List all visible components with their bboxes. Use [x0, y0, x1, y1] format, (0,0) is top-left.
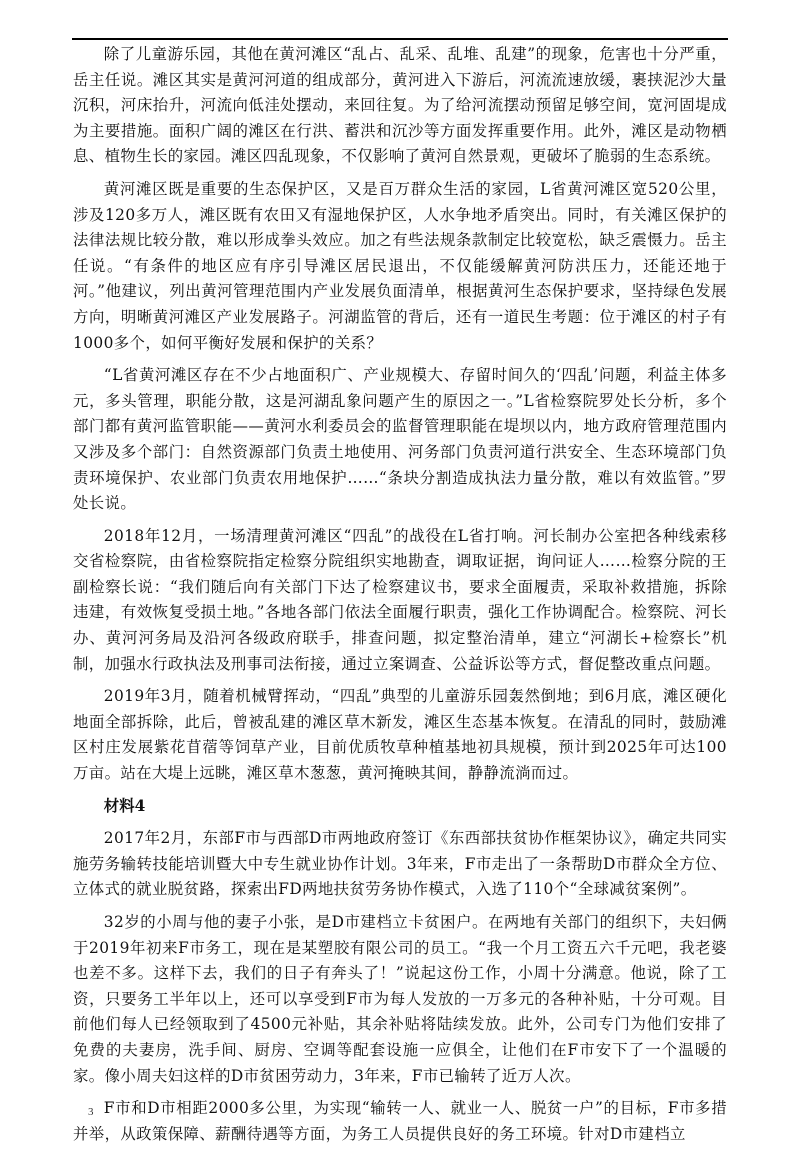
paragraph: 2017年2月，东部F市与西部D市两地政府签订《东西部扶贫协作框架协议》，确定共同实施劳务输转技能培训暨大中专生就业协作计划。3年来，F市走出了一条帮助D市群众全方位、立体式的就业脱贫路，探索出FD两地扶贫劳务协作模式，入选了110个“全球减贫案例”。	[73, 829, 727, 899]
paragraph: 黄河滩区既是重要的生态保护区，又是百万群众生活的家园，L省黄河滩区宽520公里，涉及120多万人，滩区既有农田又有湿地保护区，人水争地矛盾突出。同时，有关滩区保护的法律法规比较分散，难以形成拳头效应。加之有些法规条款制定比较宽松，缺乏震慑力。岳主任说。“有条件的地区应有序引导滩区居民退出，不仅能缓解黄河防洪压力，还能还地于河。”他建议，列出黄河管理范围内产业发展负面清单，根据黄河生态保护要求，坚持绿色发展方向，明晰黄河滩区产业发展路子。河湖监管的背后，还有一道民生考题：位于滩区的村子有1000多个，如何平衡好发展和保护的关系？	[73, 179, 727, 352]
paragraph: 除了儿童游乐园，其他在黄河滩区“乱占、乱采、乱堆、乱建”的现象，危害也十分严重，岳主任说。滩区其实是黄河河道的组成部分，黄河进入下游后，河流流速放缓，裹挟泥沙大量沉积，河床抬升，河流向低洼处摆动，来回往复。为了给河流摆动预留足够空间，宽河固堤成为主要措施。面积广阔的滩区在行洪、蓄洪和沉沙等方面发挥重要作用。此外，滩区是动物栖息、植物生长的家园。滩区四乱现象，不仅影响了黄河自然景观，更破坏了脆弱的生态系统。	[73, 45, 727, 166]
paragraph: 32岁的小周与他的妻子小张，是D市建档立卡贫困户。在两地有关部门的组织下，夫妇俩于2019年初来F市务工，现在是某塑胶有限公司的员工。“我一个月工资五六千元吧，我老婆也差不多。这样下去，我们的日子有奔头了！”说起这份工作，小周十分满意。他说，除了工资，只要务工半年以上，还可以享受到F市为每人发放的一万多元的各种补贴，十分可观。目前他们每人已经领取到了4500元补贴，其余补贴将陆续发放。此外，公司专门为他们安排了免费的夫妻房，洗手间、厨房、空调等配套设施一应俱全，让他们在F市安下了一个温暖的家。像小周夫妇这样的D市贫困劳动力，3年来，F市已输转了近万人次。	[73, 913, 727, 1085]
page-number: 3	[88, 1106, 94, 1118]
paragraph: 2018年12月，一场清理黄河滩区“四乱”的战役在L省打响。河长制办公室把各种线索移交省检察院，由省检察院指定检察分院组织实地勘查，调取证据，询问证人……检察分院的王副检察长说：“我们随后向有关部门下达了检察建议书，要求全面履责，采取补救措施，拆除违建，有效恢复受损土地。”各地各部门依法全面履行职责，强化工作协调配合。检察院、河长办、黄河河务局及沿河各级政府联手，排查问题，拟定整治清单，建立“河湖长+检察长”机制，加强水行政执法及刑事司法衔接，通过立案调查、公益诉讼等方式，督促整改重点问题。	[73, 526, 727, 673]
header-rule	[72, 38, 728, 40]
document-body	[73, 42, 727, 1154]
paragraph: F市和D市相距2000多公里，为实现“输转一人、就业一人、脱贫一户”的目标，F市多措并举，从政策保障、薪酬待遇等方面，为务工人员提供良好的务工环境。针对D市建档立	[73, 1099, 727, 1143]
paragraph: “L省黄河滩区存在不少占地面积广、产业规模大、存留时间久的‘四乱’问题，利益主体多元，多头管理，职能分散，这是河湖乱象问题产生的原因之一。”L省检察院罗处长分析，多个部门都有黄河监管职能——黄河水利委员会的监督管理职能在堤坝以内，地方政府管理范围内又涉及多个部门：自然资源部门负责土地使用、河务部门负责河道行洪安全、生态环境部门负责环境保护、农业部门负责农用地保护……“条块分割造成执法力量分散，难以有效监管。”罗处长说。	[73, 366, 727, 513]
paragraph: 2019年3月，随着机械臂挥动，“四乱”典型的儿童游乐园轰然倒地；到6月底，滩区硬化地面全部拆除，此后，曾被乱建的滩区草木新发，滩区生态基本恢复。在清乱的同时，鼓励滩区村庄发展紫花苜蓿等饲草产业，目前优质牧草种植基地初具规模，预计到2025年可达100万亩。站在大堤上远眺，滩区草木葱葱，黄河掩映其间，静静流淌而过。	[73, 687, 727, 783]
section-heading: 材料4	[103, 796, 146, 815]
